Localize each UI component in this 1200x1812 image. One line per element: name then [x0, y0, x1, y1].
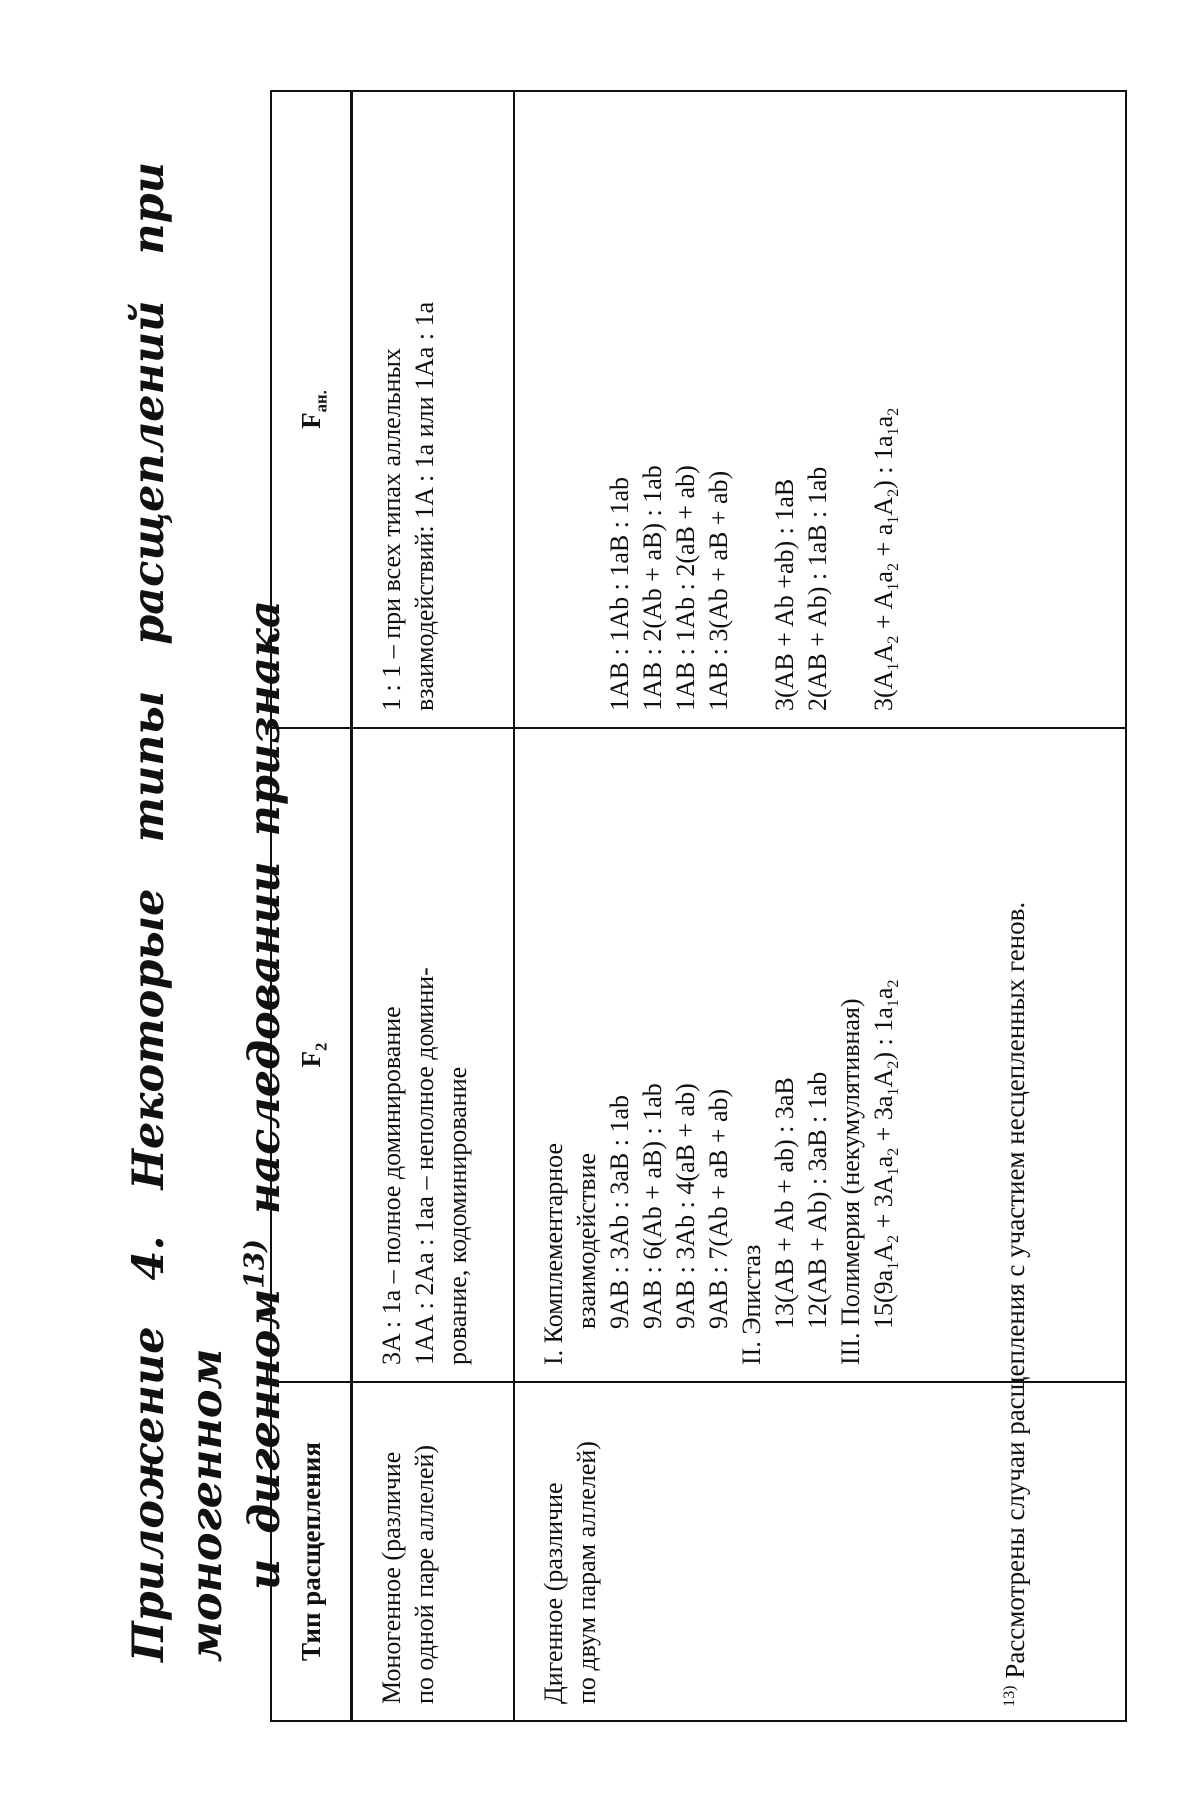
cell-text: Дигенное (различие [539, 1482, 568, 1704]
title-line-1: Приложение 4. Некоторые типы расщеплений при моногенном [124, 162, 232, 1662]
spacer [570, 106, 603, 711]
ratio-line: 3(AB + Ab +ab) : 1aB [770, 478, 799, 711]
ratio-line: 9AB : 7(Ab + aB + ab) [704, 1088, 733, 1329]
spacer [834, 106, 867, 711]
ratio-line: 1AB : 2(Ab + aB) : 1ab [638, 465, 667, 711]
ratio-line-polymeria-fan: $3(A_1A_2 + A_1a_2 + a_1A_2)$ : $1a_1a_2$ [869, 407, 903, 711]
header-fan-sub: ан. [310, 390, 330, 413]
header-f2-label: F [295, 1050, 326, 1068]
cell-text: Моногенное (различие [377, 1451, 406, 1704]
header-type: Тип расщепления [271, 1382, 352, 1721]
table-row-monogenic [352, 91, 515, 1721]
ratio-line: 1AB : 3(Ab + aB + ab) [704, 470, 733, 711]
ratio-line: 9AB : 3Ab : 4(aB + ab) [671, 1083, 700, 1329]
ratio-line-polymeria: $15(9a_1A_2 + 3A_1a_2 + 3a_1A_2)$ : $1a_1a_2$ [869, 979, 903, 1329]
page-title [120, 162, 294, 1662]
cell-text: рование, кодоминирование [443, 1066, 472, 1365]
header-fan [271, 91, 352, 728]
cell-monogenic-fan [352, 91, 515, 728]
ratio-line: 1AB : 1Ab : 1aB : 1ab [605, 477, 634, 711]
cell-digenic-type [514, 1382, 1126, 1721]
cell-monogenic-type [352, 1382, 515, 1721]
cell-text: 1AA : 2Aa : 1aa – неполное домини- [410, 967, 439, 1365]
cell-text: по двум парам аллелей) [572, 1441, 601, 1704]
cell-monogenic-f2 [352, 728, 515, 1382]
footnote [1000, 902, 1031, 1707]
ratio-line: 1AB : 1Ab : 2(aB + ab) [671, 465, 700, 711]
spacer [537, 106, 570, 711]
ratio-line: 2(AB + Ab) : 1aB : 1ab [803, 466, 832, 711]
cell-text: взаимодействий: 1A : 1a или 1Aa : 1a [410, 301, 439, 711]
section-heading: I. Комплементарное [539, 1143, 568, 1365]
header-f2-sub: 2 [310, 1042, 330, 1051]
ratio-line: 13(AB + Ab + ab) : 3aB [770, 1077, 799, 1329]
footnote-text: Рассмотрены случаи расщепления с участием несцепленных генов. [1000, 901, 1030, 1686]
spacer [735, 106, 768, 711]
section-heading: II. Эпистаз [737, 1244, 766, 1365]
table-row-digenic [514, 91, 1126, 1721]
title-line-2-start: и дигенном [240, 1288, 290, 1590]
title-footnote-ref: 13) [239, 1239, 271, 1289]
cell-text: 1 : 1 – при всех типах аллельных [377, 348, 406, 711]
table-header-row [271, 91, 352, 1721]
ratio-line: 9AB : 3Ab : 3aB : 1ab [605, 1095, 634, 1329]
footnote-mark: 13) [1000, 1685, 1018, 1707]
header-fan-label: F [295, 412, 326, 429]
ratio-line: 12(AB + Ab) : 3aB : 1ab [803, 1071, 832, 1329]
cell-text: по одной паре аллелей) [410, 1444, 439, 1704]
section-heading: взаимодействие [572, 1152, 601, 1329]
ratio-line: 9AB : 6(Ab + aB) : 1ab [638, 1083, 667, 1329]
cell-text: 3A : 1a – полное доминирование [377, 1006, 406, 1365]
header-f2 [271, 728, 352, 1382]
splitting-types-table [270, 90, 1127, 1722]
section-heading: III. Полимерия (некумулятивная) [836, 998, 865, 1365]
cell-digenic-f2 [514, 728, 1126, 1382]
title-line-2-end: наследовании признака [240, 600, 290, 1240]
cell-digenic-fan [514, 91, 1126, 728]
